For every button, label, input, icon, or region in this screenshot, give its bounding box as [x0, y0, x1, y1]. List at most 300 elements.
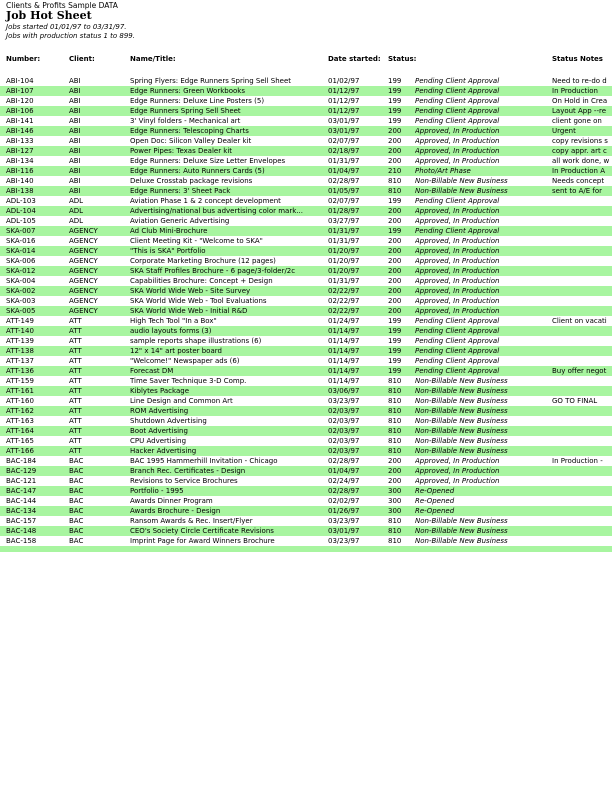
- status-label: Approved, In Production: [415, 287, 500, 295]
- job-name: Edge Runners: Deluxe Size Letter Envelopes: [130, 157, 286, 165]
- status-label: Approved, In Production: [415, 307, 500, 315]
- status-label: Approved, In Production: [415, 277, 500, 285]
- table-row: [0, 456, 612, 466]
- job-number: ABI-120: [6, 97, 34, 105]
- status-label: Non-Billable New Business: [415, 387, 508, 395]
- client-code: AGENCY: [69, 287, 98, 295]
- status-label: Pending Client Approval: [415, 87, 500, 95]
- job-number: ATT-161: [6, 387, 34, 395]
- date-started: 02/28/97: [328, 177, 360, 185]
- job-number: SKA-002: [6, 287, 36, 295]
- client-code: ADL: [69, 207, 84, 215]
- client-code: ABI: [69, 97, 81, 105]
- status-label: Pending Client Approval: [415, 317, 500, 325]
- job-number: ATT-136: [6, 367, 34, 375]
- table-row: [0, 156, 612, 166]
- date-started: 03/06/97: [328, 387, 360, 395]
- client-code: ABI: [69, 117, 81, 125]
- job-number: ATT-164: [6, 427, 34, 435]
- date-started: 01/20/97: [328, 247, 360, 255]
- job-name: "This is SKA" Portfolio: [130, 247, 206, 255]
- client-code: ATT: [69, 337, 82, 345]
- job-name: Edge Runners: Green Workbooks: [130, 87, 245, 95]
- status-code: 200: [388, 147, 402, 155]
- job-number: ADL-104: [6, 207, 36, 215]
- status-code: 810: [388, 427, 402, 435]
- job-number: ATT-163: [6, 417, 34, 425]
- date-started: 03/01/97: [328, 527, 360, 535]
- client-code: ABI: [69, 167, 81, 175]
- date-started: 01/04/97: [328, 467, 360, 475]
- status-code: 200: [388, 477, 402, 485]
- job-number: SKA-003: [6, 297, 36, 305]
- job-number: ABI-138: [6, 187, 34, 195]
- table-row: [0, 356, 612, 366]
- job-number: ATT-137: [6, 357, 34, 365]
- job-name: SKA World Wide Web - Tool Evaluations: [130, 297, 267, 305]
- status-code: 199: [388, 107, 402, 115]
- date-started: 01/12/97: [328, 97, 360, 105]
- table-row: [0, 206, 612, 216]
- status-code: 810: [388, 187, 402, 195]
- job-number: BAC-147: [6, 487, 37, 495]
- client-code: ABI: [69, 157, 81, 165]
- job-name: 12" x 14" art poster board: [130, 347, 222, 355]
- job-number: SKA-012: [6, 267, 36, 275]
- status-label: Pending Client Approval: [415, 77, 500, 85]
- job-name: Kiblytes Package: [130, 387, 190, 395]
- status-code: 199: [388, 347, 402, 355]
- status-code: 199: [388, 227, 402, 235]
- table-row: [0, 376, 612, 386]
- job-name: SKA Staff Profiles Brochure - 6 page/3-folder/2c: [130, 267, 296, 275]
- status-code: 199: [388, 197, 402, 205]
- status-label: Approved, In Production: [415, 127, 500, 135]
- date-started: 01/14/97: [328, 347, 360, 355]
- job-name: Open Doc: Silicon Valley Dealer kit: [130, 137, 252, 145]
- status-code: 810: [388, 437, 402, 445]
- job-number: SKA-007: [6, 227, 36, 235]
- client-code: ATT: [69, 427, 82, 435]
- job-number: ABI-146: [6, 127, 34, 135]
- job-name: Portfolio - 1995: [130, 487, 184, 495]
- status-code: 199: [388, 357, 402, 365]
- header-name: Name/Title:: [130, 55, 176, 63]
- client-code: AGENCY: [69, 267, 98, 275]
- job-name: Corporate Marketing Brochure (12 pages): [130, 257, 276, 265]
- table-row: [0, 246, 612, 256]
- table-row: [0, 326, 612, 336]
- date-started: 01/14/97: [328, 337, 360, 345]
- job-name: Edge Runners: Auto Runners Cards (5): [130, 167, 265, 175]
- job-name: ROM Advertising: [130, 407, 189, 415]
- date-started: 02/18/97: [328, 147, 360, 155]
- table-row: [0, 346, 612, 356]
- job-name: SKA World Wide Web - Initial R&D: [130, 307, 248, 315]
- status-label: Approved, In Production: [415, 247, 500, 255]
- date-started: 02/03/97: [328, 437, 360, 445]
- status-notes: In Production -: [552, 457, 603, 465]
- date-started: 01/14/97: [328, 367, 360, 375]
- job-number: ATT-149: [6, 317, 34, 325]
- date-started: 01/31/97: [328, 227, 360, 235]
- status-code: 810: [388, 527, 402, 535]
- status-label: Non-Billable New Business: [415, 527, 508, 535]
- status-notes: client gone on: [552, 117, 602, 125]
- client-code: ATT: [69, 387, 82, 395]
- date-started: 01/20/97: [328, 267, 360, 275]
- job-name: Boot Advertising: [130, 427, 188, 435]
- table-row: [0, 536, 612, 546]
- header-date: Date started:: [328, 55, 381, 63]
- date-started: 02/22/97: [328, 297, 360, 305]
- client-code: ATT: [69, 367, 82, 375]
- table-row: [0, 116, 612, 126]
- client-code: ATT: [69, 437, 82, 445]
- table-row: [0, 166, 612, 176]
- status-label: Approved, In Production: [415, 137, 500, 145]
- status-code: 199: [388, 97, 402, 105]
- client-code: ABI: [69, 177, 81, 185]
- job-name: Time Saver Technique 3-D Comp.: [130, 377, 247, 385]
- job-number: ABI-134: [6, 157, 34, 165]
- client-code: BAC: [69, 517, 84, 525]
- table-row: [0, 286, 612, 296]
- job-name: CEO's Society Circle Certificate Revisions: [130, 527, 274, 535]
- job-name: "Welcome!" Newspaper ads (6): [130, 357, 240, 365]
- status-code: 199: [388, 87, 402, 95]
- job-number: SKA-014: [6, 247, 36, 255]
- status-label: Non-Billable New Business: [415, 417, 508, 425]
- job-name: Client Meeting Kit - "Welcome to SKA": [130, 237, 263, 245]
- status-label: Re-Opened: [415, 497, 455, 505]
- client-code: ABI: [69, 137, 81, 145]
- job-number: BAC-129: [6, 467, 37, 475]
- header-number: Number:: [6, 55, 41, 63]
- table-row: [0, 416, 612, 426]
- table-row: [0, 176, 612, 186]
- status-label: Pending Client Approval: [415, 337, 500, 345]
- status-code: 810: [388, 417, 402, 425]
- job-number: ATT-165: [6, 437, 34, 445]
- client-code: AGENCY: [69, 307, 98, 315]
- status-code: 199: [388, 77, 402, 85]
- status-range-note: Jobs with production status 1 to 899.: [6, 32, 135, 40]
- job-number: SKA-006: [6, 257, 36, 265]
- table-row: [0, 446, 612, 456]
- client-code: AGENCY: [69, 297, 98, 305]
- table-row: [0, 276, 612, 286]
- status-notes: Need to re-do d: [552, 77, 607, 85]
- client-code: ABI: [69, 107, 81, 115]
- status-label: Pending Client Approval: [415, 367, 500, 375]
- date-started: 03/23/97: [328, 397, 360, 405]
- job-number: ATT-139: [6, 337, 34, 345]
- date-started: 01/31/97: [328, 157, 360, 165]
- table-row: [0, 386, 612, 396]
- job-name: Shutdown Advertising: [130, 417, 207, 425]
- status-label: Non-Billable New Business: [415, 537, 508, 545]
- date-started: 02/03/97: [328, 407, 360, 415]
- header-notes: Status Notes: [552, 55, 603, 63]
- client-code: BAC: [69, 477, 84, 485]
- status-notes: GO TO FINAL: [552, 397, 598, 405]
- status-label: Non-Billable New Business: [415, 377, 508, 385]
- job-name: Spring Flyers: Edge Runners Spring Sell Sheet: [130, 77, 292, 85]
- status-code: 200: [388, 257, 402, 265]
- job-table: [0, 76, 612, 552]
- status-code: 810: [388, 447, 402, 455]
- status-notes: all work done, w: [552, 157, 610, 165]
- table-row: [0, 506, 612, 516]
- date-started: 03/23/97: [328, 537, 360, 545]
- job-name: Line Design and Common Art: [130, 397, 233, 405]
- date-started: 01/20/97: [328, 257, 360, 265]
- date-started: 02/28/97: [328, 487, 360, 495]
- client-code: ABI: [69, 187, 81, 195]
- job-name: Capabilities Brochure: Concept + Design: [130, 277, 273, 285]
- job-name: Hacker Advertising: [130, 447, 197, 455]
- client-code: BAC: [69, 487, 84, 495]
- status-code: 200: [388, 207, 402, 215]
- date-started: 03/01/97: [328, 127, 360, 135]
- job-number: SKA-005: [6, 307, 36, 315]
- client-code: ATT: [69, 397, 82, 405]
- table-row: [0, 396, 612, 406]
- job-name: CPU Advertising: [130, 437, 187, 445]
- job-number: ABI-140: [6, 177, 34, 185]
- status-code: 810: [388, 407, 402, 415]
- job-name: SKA World Wide Web - Site Survey: [130, 287, 251, 295]
- job-name: Forecast DM: [130, 367, 174, 375]
- job-number: ABI-116: [6, 167, 34, 175]
- job-name: Branch Rec. Certificates - Design: [130, 467, 246, 475]
- job-name: Edge Runners Spring Sell Sheet: [130, 107, 241, 115]
- status-label: Pending Client Approval: [415, 117, 500, 125]
- job-number: BAC-158: [6, 537, 37, 545]
- status-code: 300: [388, 497, 402, 505]
- status-label: Approved, In Production: [415, 467, 500, 475]
- table-row: [0, 436, 612, 446]
- client-code: BAC: [69, 467, 84, 475]
- date-range-note: Jobs started 01/01/97 to 03/31/97.: [6, 23, 127, 31]
- status-notes: Buy offer negot: [552, 367, 607, 375]
- table-row: [0, 216, 612, 226]
- date-started: 02/07/97: [328, 197, 360, 205]
- table-row: [0, 146, 612, 156]
- status-notes: Layout App --re: [552, 107, 607, 115]
- client-code: ATT: [69, 347, 82, 355]
- status-code: 199: [388, 337, 402, 345]
- status-label: Non-Billable New Business: [415, 397, 508, 405]
- status-label: Pending Client Approval: [415, 347, 500, 355]
- table-row: [0, 366, 612, 376]
- job-number: ATT-159: [6, 377, 34, 385]
- job-name: sample reports shape illustrations (6): [130, 337, 262, 345]
- table-row: [0, 296, 612, 306]
- job-number: ATT-162: [6, 407, 34, 415]
- date-started: 02/28/97: [328, 457, 360, 465]
- status-notes: On Hold in Crea: [552, 97, 608, 105]
- job-number: ABI-104: [6, 77, 34, 85]
- client-code: ABI: [69, 77, 81, 85]
- job-number: BAC-134: [6, 507, 37, 515]
- client-code: AGENCY: [69, 277, 98, 285]
- table-row: [0, 476, 612, 486]
- status-label: Approved, In Production: [415, 237, 500, 245]
- table-row: [0, 256, 612, 266]
- table-row: [0, 86, 612, 96]
- status-label: Approved, In Production: [415, 157, 500, 165]
- date-started: 01/28/97: [328, 207, 360, 215]
- client-code: ATT: [69, 417, 82, 425]
- table-row: [0, 426, 612, 436]
- client-code: ATT: [69, 327, 82, 335]
- date-started: 02/02/97: [328, 497, 360, 505]
- table-row: [0, 236, 612, 246]
- table-row: [0, 126, 612, 136]
- date-started: 01/12/97: [328, 107, 360, 115]
- report-title: Job Hot Sheet: [6, 9, 92, 22]
- table-end-band: [0, 546, 612, 552]
- date-started: 02/03/97: [328, 417, 360, 425]
- job-number: ATT-166: [6, 447, 34, 455]
- table-row: [0, 526, 612, 536]
- client-code: ADL: [69, 197, 84, 205]
- date-started: 02/22/97: [328, 307, 360, 315]
- status-code: 200: [388, 137, 402, 145]
- table-row: [0, 226, 612, 236]
- status-code: 200: [388, 217, 402, 225]
- job-name: Advertising/national bus advertising color mark...: [130, 207, 303, 215]
- status-notes: In Production: [552, 87, 598, 95]
- status-label: Approved, In Production: [415, 217, 500, 225]
- header-client: Client:: [69, 55, 95, 63]
- status-notes: Client on vacati: [552, 317, 607, 325]
- status-notes: In Production A: [552, 167, 605, 175]
- job-number: ABI-127: [6, 147, 34, 155]
- date-started: 03/27/97: [328, 217, 360, 225]
- job-name: Edge Runners: Deluxe Line Posters (5): [130, 97, 265, 105]
- status-label: Non-Billable New Business: [415, 407, 508, 415]
- table-row: [0, 76, 612, 86]
- status-label: Non-Billable New Business: [415, 447, 508, 455]
- date-started: 01/14/97: [328, 377, 360, 385]
- table-row: [0, 466, 612, 476]
- table-row: [0, 306, 612, 316]
- job-number: ABI-141: [6, 117, 34, 125]
- date-started: 01/04/97: [328, 167, 360, 175]
- status-code: 200: [388, 237, 402, 245]
- client-code: AGENCY: [69, 227, 98, 235]
- client-code: ATT: [69, 317, 82, 325]
- date-started: 03/23/97: [328, 517, 360, 525]
- job-name: Ad Club Mini-Brochure: [130, 227, 208, 235]
- date-started: 02/24/97: [328, 477, 360, 485]
- status-label: Pending Client Approval: [415, 227, 500, 235]
- client-code: ADL: [69, 217, 84, 225]
- job-number: SKA-016: [6, 237, 36, 245]
- job-number: ATT-140: [6, 327, 34, 335]
- status-code: 199: [388, 317, 402, 325]
- status-code: 810: [388, 177, 402, 185]
- job-number: BAC-144: [6, 497, 37, 505]
- status-label: Approved, In Production: [415, 207, 500, 215]
- status-label: Photo/Art Phase: [415, 167, 471, 175]
- job-name: Aviation Phase 1 & 2 concept development: [130, 197, 281, 205]
- date-started: 01/14/97: [328, 327, 360, 335]
- date-started: 01/24/97: [328, 317, 360, 325]
- job-number: BAC-148: [6, 527, 37, 535]
- column-headers: [0, 55, 612, 65]
- status-code: 199: [388, 367, 402, 375]
- job-number: ABI-106: [6, 107, 34, 115]
- job-number: ADL-103: [6, 197, 36, 205]
- status-notes: copy revisions s: [552, 137, 608, 145]
- client-code: ATT: [69, 407, 82, 415]
- status-label: Non-Billable New Business: [415, 427, 508, 435]
- status-notes: sent to A/E for: [552, 187, 603, 195]
- status-code: 199: [388, 327, 402, 335]
- job-name: Power Pipes: Texas Dealer kit: [130, 147, 233, 155]
- date-started: 02/07/97: [328, 137, 360, 145]
- status-code: 200: [388, 307, 402, 315]
- status-code: 300: [388, 507, 402, 515]
- status-label: Re-Opened: [415, 487, 455, 495]
- status-label: Non-Billable New Business: [415, 187, 508, 195]
- status-code: 810: [388, 387, 402, 395]
- table-row: [0, 196, 612, 206]
- status-code: 200: [388, 127, 402, 135]
- date-started: 02/22/97: [328, 287, 360, 295]
- job-name: 3' Vinyl folders - Mechanical art: [130, 117, 241, 125]
- client-code: BAC: [69, 507, 84, 515]
- table-row: [0, 486, 612, 496]
- status-label: Pending Client Approval: [415, 97, 500, 105]
- job-name: Edge Runners: Telescoping Charts: [130, 127, 249, 135]
- status-label: Pending Client Approval: [415, 197, 500, 205]
- table-row: [0, 136, 612, 146]
- status-code: 200: [388, 277, 402, 285]
- job-name: audio layouts forms (3): [130, 327, 212, 335]
- status-label: Non-Billable New Business: [415, 517, 508, 525]
- client-code: ABI: [69, 147, 81, 155]
- status-label: Approved, In Production: [415, 147, 500, 155]
- status-label: Re-Opened: [415, 507, 455, 515]
- client-code: BAC: [69, 457, 84, 465]
- table-row: [0, 96, 612, 106]
- status-notes: Urgent: [552, 127, 576, 135]
- job-name: Awards Brochure - Design: [130, 507, 221, 515]
- job-name: Awards Dinner Program: [130, 497, 213, 505]
- job-name: Ransom Awards & Rec. Insert/Flyer: [130, 517, 253, 525]
- status-label: Approved, In Production: [415, 257, 500, 265]
- table-row: [0, 336, 612, 346]
- table-row: [0, 266, 612, 276]
- job-number: BAC-157: [6, 517, 37, 525]
- date-started: 01/26/97: [328, 507, 360, 515]
- status-code: 200: [388, 157, 402, 165]
- date-started: 03/01/97: [328, 117, 360, 125]
- status-notes: copy appr. art c: [552, 147, 607, 155]
- date-started: 01/31/97: [328, 237, 360, 245]
- status-code: 200: [388, 457, 402, 465]
- job-name: BAC 1995 Hammerhill Invitation - Chicago: [130, 457, 278, 465]
- job-name: Imprint Page for Award Winners Brochure: [130, 537, 275, 545]
- status-code: 200: [388, 287, 402, 295]
- client-code: BAC: [69, 497, 84, 505]
- table-row: [0, 406, 612, 416]
